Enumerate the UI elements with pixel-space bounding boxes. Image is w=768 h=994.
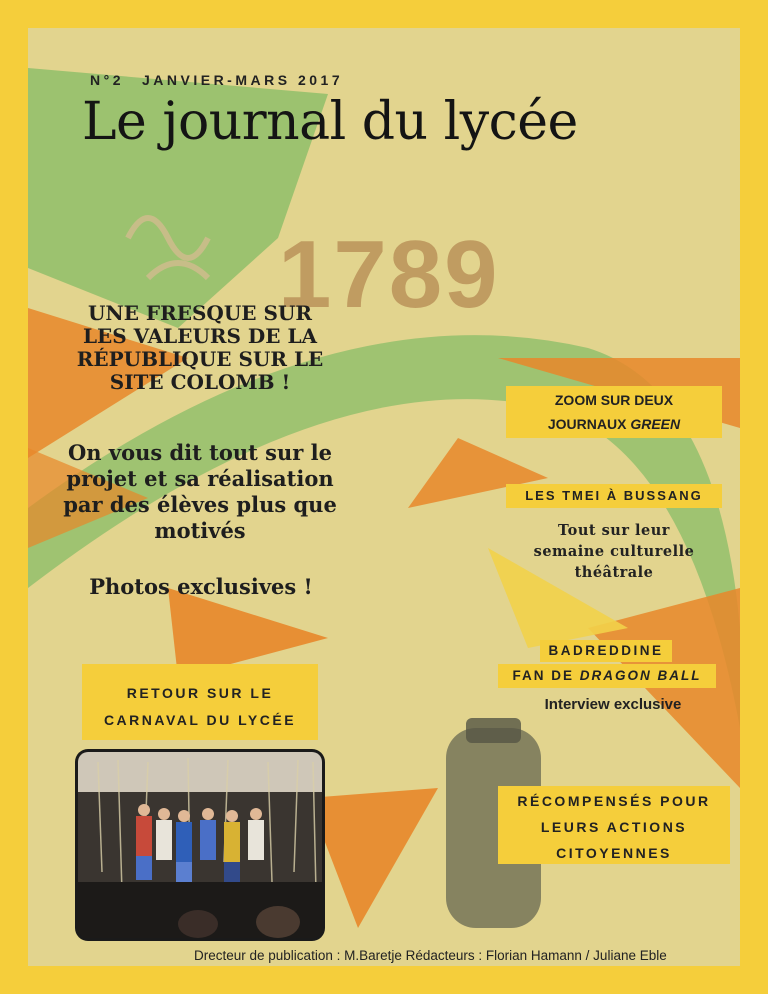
dragon-ball-prefix: FAN DE bbox=[512, 668, 580, 683]
main-headline bbox=[62, 302, 338, 394]
main-headline-line: UNE FRESQUE SUR bbox=[87, 301, 312, 325]
tmei-subtitle-line: théâtrale bbox=[574, 564, 654, 581]
main-subheadline-line: projet et sa réalisation bbox=[66, 466, 334, 491]
retour-line: RETOUR SUR LE bbox=[126, 685, 274, 701]
main-headline-line: SITE COLOMB ! bbox=[109, 370, 291, 394]
dragon-ball-label bbox=[498, 664, 716, 688]
carnaval-photo bbox=[78, 752, 322, 938]
tmei-subtitle-line: Tout sur leur bbox=[558, 522, 670, 539]
zoom-line-2-emphasis: GREEN bbox=[630, 416, 681, 432]
issue-line bbox=[90, 72, 343, 88]
interview-exclusive-text: Interview exclusive bbox=[544, 696, 682, 713]
recompenses-line: RÉCOMPENSÉS POUR bbox=[517, 793, 711, 809]
main-subheadline bbox=[50, 440, 350, 544]
background-year-text: 1789 bbox=[278, 221, 500, 328]
zoom-line-2 bbox=[506, 412, 722, 436]
badreddine-label: BADREDDINE bbox=[540, 640, 672, 662]
retour-carnaval-box bbox=[82, 664, 318, 740]
recompenses-box bbox=[498, 786, 730, 864]
dragon-ball-emphasis: DRAGON BALL bbox=[579, 668, 702, 683]
zoom-line-1: ZOOM SUR DEUX bbox=[554, 392, 674, 408]
main-subheadline-line: motivés bbox=[154, 518, 246, 543]
recompenses-line: LEURS ACTIONS bbox=[540, 819, 688, 835]
journal-title: Le journal du lycée bbox=[82, 92, 578, 152]
main-subheadline-line: On vous dit tout sur le bbox=[68, 440, 332, 465]
retour-line: CARNAVAL DU LYCÉE bbox=[103, 712, 297, 728]
main-subheadline-line: par des élèves plus que bbox=[63, 492, 337, 517]
tmei-bussang-box: LES TMEI À BUSSANG bbox=[506, 484, 722, 508]
issue-date: JANVIER-MARS 2017 bbox=[142, 72, 344, 88]
main-headline-line: RÉPUBLIQUE SUR LE bbox=[76, 347, 324, 371]
carnaval-photo-image bbox=[78, 752, 322, 938]
publication-credits: Drecteur de publication : M.Baretje Rédacteurs : Florian Hamann / Juliane Eble bbox=[194, 948, 667, 963]
tmei-subtitle-line: semaine culturelle bbox=[533, 543, 695, 560]
main-headline-line: LES VALEURS DE LA bbox=[82, 324, 318, 348]
zoom-journaux-box bbox=[506, 386, 722, 438]
issue-number: N°2 bbox=[90, 72, 124, 88]
tmei-subtitle bbox=[514, 520, 714, 583]
zoom-line-2-prefix: JOURNAUX bbox=[547, 416, 631, 432]
photos-exclusive-text: Photos exclusives ! bbox=[89, 574, 313, 599]
recompenses-line: CITOYENNES bbox=[556, 845, 672, 861]
